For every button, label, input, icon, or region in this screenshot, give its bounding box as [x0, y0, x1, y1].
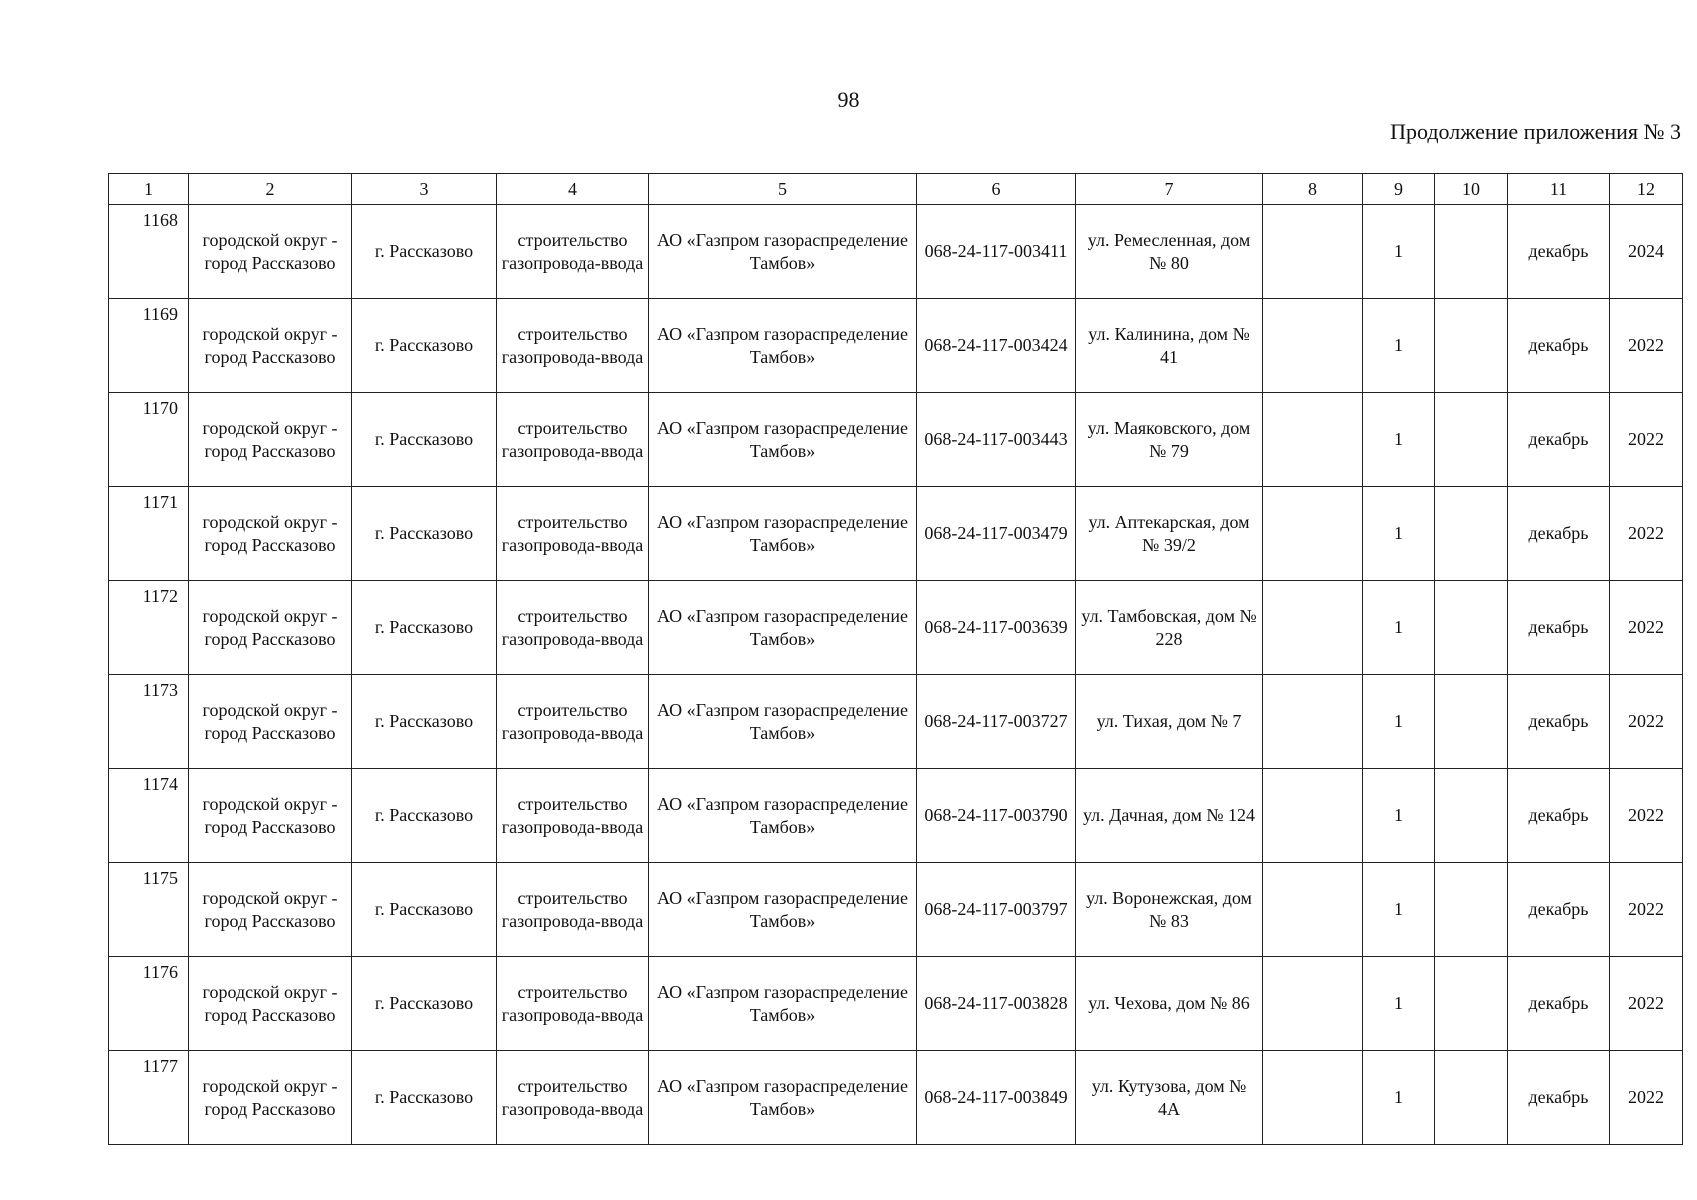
- municipality-cell: городской округ - город Рассказово: [189, 487, 352, 581]
- year-cell: 2022: [1610, 299, 1683, 393]
- address-cell: ул. Тамбовская, дом № 228: [1076, 581, 1263, 675]
- organization-cell: АО «Газпром газораспределение Тамбов»: [649, 205, 917, 299]
- table-row: [109, 675, 1683, 769]
- year-cell: 2022: [1610, 1051, 1683, 1145]
- organization-cell: АО «Газпром газораспределение Тамбов»: [649, 863, 917, 957]
- row-number-cell: 1169: [109, 299, 189, 393]
- year-cell: 2022: [1610, 957, 1683, 1051]
- municipality-cell: городской округ - город Рассказово: [189, 1051, 352, 1145]
- row-number-cell: 1175: [109, 863, 189, 957]
- table-row: [109, 863, 1683, 957]
- row-number-cell: 1168: [109, 205, 189, 299]
- row-number-cell: 1172: [109, 581, 189, 675]
- work-type-cell: строительство газопровода-ввода: [497, 863, 649, 957]
- header-cell-9: 9: [1363, 174, 1435, 205]
- header-cell-1: 1: [109, 174, 189, 205]
- col8-cell: [1263, 957, 1363, 1051]
- year-cell: 2022: [1610, 675, 1683, 769]
- month-cell: декабрь: [1508, 769, 1610, 863]
- work-type-cell: строительство газопровода-ввода: [497, 393, 649, 487]
- settlement-cell: г. Рассказово: [352, 205, 497, 299]
- quantity-cell: 1: [1363, 299, 1435, 393]
- col10-cell: [1435, 863, 1508, 957]
- col8-cell: [1263, 299, 1363, 393]
- quantity-cell: 1: [1363, 769, 1435, 863]
- municipality-cell: городской округ - город Рассказово: [189, 299, 352, 393]
- quantity-cell: 1: [1363, 1051, 1435, 1145]
- row-number-cell: 1173: [109, 675, 189, 769]
- table-row: [109, 769, 1683, 863]
- col10-cell: [1435, 205, 1508, 299]
- object-code-cell: 068-24-117-003411: [917, 205, 1076, 299]
- month-cell: декабрь: [1508, 863, 1610, 957]
- municipality-cell: городской округ - город Рассказово: [189, 205, 352, 299]
- header-cell-2: 2: [189, 174, 352, 205]
- quantity-cell: 1: [1363, 863, 1435, 957]
- address-cell: ул. Кутузова, дом № 4А: [1076, 1051, 1263, 1145]
- address-cell: ул. Дачная, дом № 124: [1076, 769, 1263, 863]
- header-cell-11: 11: [1508, 174, 1610, 205]
- organization-cell: АО «Газпром газораспределение Тамбов»: [649, 675, 917, 769]
- month-cell: декабрь: [1508, 299, 1610, 393]
- registry-table: [108, 173, 1683, 1145]
- address-cell: ул. Тихая, дом № 7: [1076, 675, 1263, 769]
- work-type-cell: строительство газопровода-ввода: [497, 675, 649, 769]
- month-cell: декабрь: [1508, 487, 1610, 581]
- year-cell: 2022: [1610, 487, 1683, 581]
- quantity-cell: 1: [1363, 487, 1435, 581]
- work-type-cell: строительство газопровода-ввода: [497, 769, 649, 863]
- header-row: [109, 174, 1683, 205]
- header-cell-3: 3: [352, 174, 497, 205]
- header-cell-12: 12: [1610, 174, 1683, 205]
- address-cell: ул. Воронежская, дом № 83: [1076, 863, 1263, 957]
- col10-cell: [1435, 769, 1508, 863]
- month-cell: декабрь: [1508, 581, 1610, 675]
- col8-cell: [1263, 863, 1363, 957]
- col8-cell: [1263, 769, 1363, 863]
- page-number: 98: [837, 87, 860, 112]
- object-code-cell: 068-24-117-003727: [917, 675, 1076, 769]
- object-code-cell: 068-24-117-003479: [917, 487, 1076, 581]
- col10-cell: [1435, 393, 1508, 487]
- col10-cell: [1435, 581, 1508, 675]
- address-cell: ул. Ремесленная, дом № 80: [1076, 205, 1263, 299]
- settlement-cell: г. Рассказово: [352, 1051, 497, 1145]
- year-cell: 2022: [1610, 769, 1683, 863]
- settlement-cell: г. Рассказово: [352, 487, 497, 581]
- work-type-cell: строительство газопровода-ввода: [497, 487, 649, 581]
- municipality-cell: городской округ - город Рассказово: [189, 957, 352, 1051]
- work-type-cell: строительство газопровода-ввода: [497, 957, 649, 1051]
- settlement-cell: г. Рассказово: [352, 769, 497, 863]
- year-cell: 2024: [1610, 205, 1683, 299]
- col8-cell: [1263, 1051, 1363, 1145]
- municipality-cell: городской округ - город Рассказово: [189, 863, 352, 957]
- address-cell: ул. Маяковского, дом № 79: [1076, 393, 1263, 487]
- month-cell: декабрь: [1508, 205, 1610, 299]
- row-number-cell: 1171: [109, 487, 189, 581]
- table-row: [109, 1051, 1683, 1145]
- month-cell: декабрь: [1508, 393, 1610, 487]
- work-type-cell: строительство газопровода-ввода: [497, 1051, 649, 1145]
- object-code-cell: 068-24-117-003443: [917, 393, 1076, 487]
- municipality-cell: городской округ - город Рассказово: [189, 581, 352, 675]
- col8-cell: [1263, 393, 1363, 487]
- municipality-cell: городской округ - город Рассказово: [189, 769, 352, 863]
- organization-cell: АО «Газпром газораспределение Тамбов»: [649, 393, 917, 487]
- row-number-cell: 1177: [109, 1051, 189, 1145]
- col8-cell: [1263, 675, 1363, 769]
- table-row: [109, 957, 1683, 1051]
- header-cell-6: 6: [917, 174, 1076, 205]
- row-number-cell: 1174: [109, 769, 189, 863]
- table-row: [109, 205, 1683, 299]
- work-type-cell: строительство газопровода-ввода: [497, 205, 649, 299]
- settlement-cell: г. Рассказово: [352, 393, 497, 487]
- col10-cell: [1435, 299, 1508, 393]
- address-cell: ул. Калинина, дом № 41: [1076, 299, 1263, 393]
- settlement-cell: г. Рассказово: [352, 581, 497, 675]
- table-row: [109, 581, 1683, 675]
- month-cell: декабрь: [1508, 1051, 1610, 1145]
- row-number-cell: 1176: [109, 957, 189, 1051]
- quantity-cell: 1: [1363, 675, 1435, 769]
- object-code-cell: 068-24-117-003639: [917, 581, 1076, 675]
- table-row: [109, 487, 1683, 581]
- address-cell: ул. Аптекарская, дом № 39/2: [1076, 487, 1263, 581]
- settlement-cell: г. Рассказово: [352, 863, 497, 957]
- work-type-cell: строительство газопровода-ввода: [497, 581, 649, 675]
- table-row: [109, 299, 1683, 393]
- object-code-cell: 068-24-117-003424: [917, 299, 1076, 393]
- header-cell-8: 8: [1263, 174, 1363, 205]
- address-cell: ул. Чехова, дом № 86: [1076, 957, 1263, 1051]
- col10-cell: [1435, 675, 1508, 769]
- organization-cell: АО «Газпром газораспределение Тамбов»: [649, 299, 917, 393]
- organization-cell: АО «Газпром газораспределение Тамбов»: [649, 581, 917, 675]
- month-cell: декабрь: [1508, 675, 1610, 769]
- quantity-cell: 1: [1363, 393, 1435, 487]
- organization-cell: АО «Газпром газораспределение Тамбов»: [649, 1051, 917, 1145]
- col10-cell: [1435, 487, 1508, 581]
- col10-cell: [1435, 957, 1508, 1051]
- row-number-cell: 1170: [109, 393, 189, 487]
- col10-cell: [1435, 1051, 1508, 1145]
- col8-cell: [1263, 205, 1363, 299]
- object-code-cell: 068-24-117-003790: [917, 769, 1076, 863]
- quantity-cell: 1: [1363, 205, 1435, 299]
- col8-cell: [1263, 581, 1363, 675]
- appendix-continuation-note: Продолжение приложения № 3: [1390, 119, 1681, 144]
- header-cell-5: 5: [649, 174, 917, 205]
- settlement-cell: г. Рассказово: [352, 957, 497, 1051]
- object-code-cell: 068-24-117-003797: [917, 863, 1076, 957]
- year-cell: 2022: [1610, 581, 1683, 675]
- work-type-cell: строительство газопровода-ввода: [497, 299, 649, 393]
- settlement-cell: г. Рассказово: [352, 675, 497, 769]
- quantity-cell: 1: [1363, 957, 1435, 1051]
- col8-cell: [1263, 487, 1363, 581]
- organization-cell: АО «Газпром газораспределение Тамбов»: [649, 957, 917, 1051]
- object-code-cell: 068-24-117-003828: [917, 957, 1076, 1051]
- header-cell-10: 10: [1435, 174, 1508, 205]
- header-cell-7: 7: [1076, 174, 1263, 205]
- month-cell: декабрь: [1508, 957, 1610, 1051]
- settlement-cell: г. Рассказово: [352, 299, 497, 393]
- quantity-cell: 1: [1363, 581, 1435, 675]
- object-code-cell: 068-24-117-003849: [917, 1051, 1076, 1145]
- municipality-cell: городской округ - город Рассказово: [189, 675, 352, 769]
- municipality-cell: городской округ - город Рассказово: [189, 393, 352, 487]
- year-cell: 2022: [1610, 863, 1683, 957]
- organization-cell: АО «Газпром газораспределение Тамбов»: [649, 769, 917, 863]
- year-cell: 2022: [1610, 393, 1683, 487]
- organization-cell: АО «Газпром газораспределение Тамбов»: [649, 487, 917, 581]
- table-row: [109, 393, 1683, 487]
- header-cell-4: 4: [497, 174, 649, 205]
